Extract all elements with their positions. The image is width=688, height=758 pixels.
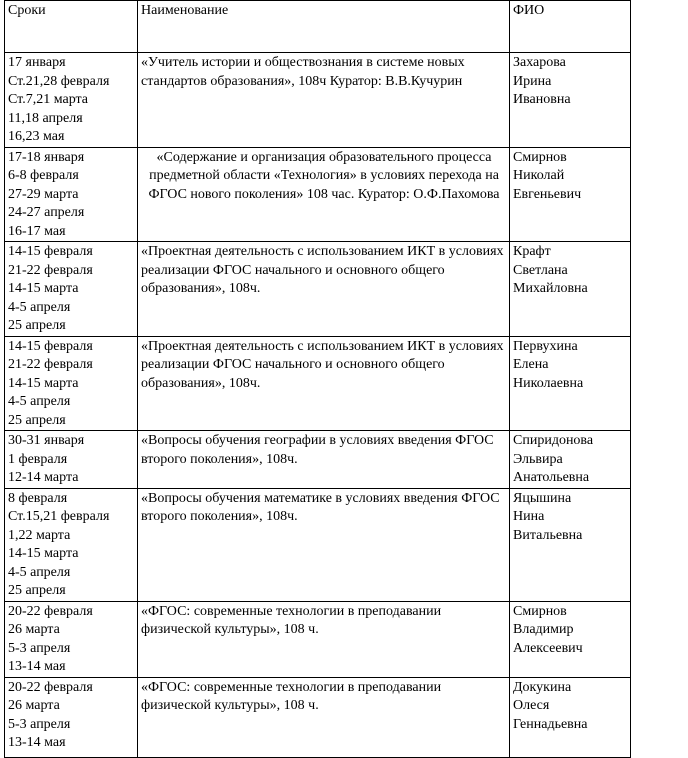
date-line: 17-18 января xyxy=(8,149,85,165)
table-row xyxy=(5,336,631,431)
date-line: 1,22 марта xyxy=(8,527,71,543)
person-name-line: Ивановна xyxy=(513,92,571,107)
dates-cell xyxy=(5,336,138,431)
date-line: 14-15 марта xyxy=(8,546,79,561)
course-name-cell xyxy=(138,242,510,337)
person-name-line: Захарова xyxy=(513,55,566,70)
person-name-line: Анатольевна xyxy=(513,470,590,485)
person-name-line: Спиридонова xyxy=(513,433,594,448)
date-line: 26 марта xyxy=(8,698,60,713)
person-name-cell xyxy=(510,488,631,601)
person-name-line: Светлана xyxy=(513,262,568,278)
date-line: 25 апреля xyxy=(8,583,66,598)
table-row xyxy=(5,677,631,757)
table-body xyxy=(5,1,631,758)
person-name-line: Яцышина xyxy=(513,490,572,506)
date-line: 1 февраля xyxy=(8,451,68,467)
date-line: 13-14 мая xyxy=(8,659,66,674)
dates-cell xyxy=(5,488,138,601)
date-line: 25 апреля xyxy=(8,318,66,333)
dates-cell xyxy=(5,53,138,148)
course-name-cell xyxy=(138,601,510,677)
course-name: «Вопросы обучения географии в условиях введения ФГОС второго поколения», 108ч. xyxy=(141,433,494,467)
person-name-line: Владимир xyxy=(513,622,574,637)
person-name-cell xyxy=(510,242,631,337)
date-line: 5-3 апреля xyxy=(8,640,71,656)
person-name-line: Олеся xyxy=(513,698,550,713)
person-name-line: Алексеевич xyxy=(513,640,583,656)
date-line: 24-27 апреля xyxy=(8,205,85,220)
date-line: 11,18 апреля xyxy=(8,110,83,126)
table-row xyxy=(5,601,631,677)
table-row xyxy=(5,431,631,489)
date-line: 14-15 марта xyxy=(8,281,79,296)
dates-cell xyxy=(5,431,138,489)
person-name-cell xyxy=(510,147,631,242)
person-name-line: Витальевна xyxy=(513,527,583,543)
table-row xyxy=(5,147,631,242)
course-name: «Содержание и организация образовательного процесса предметной области «Технология» в условиях перехода на ФГОС нового поколения» 108 час. Куратор: О.Ф.Пахомова xyxy=(148,149,500,202)
course-name: «ФГОС: современные технологии в преподавании физической культуры», 108 ч. xyxy=(141,679,442,713)
date-line: 21-22 февраля xyxy=(8,262,93,278)
date-line: Ст.15,21 февраля xyxy=(8,509,110,524)
date-line: 20-22 февраля xyxy=(8,679,93,695)
person-name-line: Николаевна xyxy=(513,375,584,391)
course-name-cell xyxy=(138,336,510,431)
person-name-line: Евгеньевич xyxy=(513,186,582,202)
table-row xyxy=(5,488,631,601)
person-name-line: Николай xyxy=(513,168,565,183)
name-column-header: Наименование xyxy=(138,1,510,53)
date-line: 20-22 февраля xyxy=(8,603,93,619)
date-line: 4-5 апреля xyxy=(8,564,71,580)
date-line: 5-3 апреля xyxy=(8,716,71,732)
table-row xyxy=(5,242,631,337)
course-name: «ФГОС: современные технологии в преподавании физической культуры», 108 ч. xyxy=(141,603,442,637)
person-column-header: ФИО xyxy=(510,1,631,53)
person-name-cell xyxy=(510,53,631,148)
date-line: 16-17 мая xyxy=(8,223,66,239)
date-line: 21-22 февраля xyxy=(8,357,93,372)
dates-cell xyxy=(5,601,138,677)
course-name-cell xyxy=(138,53,510,148)
date-line: 4-5 апреля xyxy=(8,394,71,409)
person-name-line: Крафт xyxy=(513,244,551,259)
person-name-line: Смирнов xyxy=(513,149,567,165)
person-name-line: Ирина xyxy=(513,73,552,89)
course-name: «Вопросы обучения математике в условиях введения ФГОС второго поколения», 108ч. xyxy=(141,490,500,524)
date-line: Ст.21,28 февраля xyxy=(8,73,110,89)
person-name-cell xyxy=(510,601,631,677)
date-line: 25 апреля xyxy=(8,412,66,428)
course-name-cell xyxy=(138,431,510,489)
person-name-line: Геннадьевна xyxy=(513,716,588,732)
date-line: 27-29 марта xyxy=(8,186,79,202)
date-line: 12-14 марта xyxy=(8,470,79,485)
date-line: 16,23 мая xyxy=(8,129,65,144)
date-line: 14-15 февраля xyxy=(8,338,93,354)
course-name: «Проектная деятельность с использованием ИКТ в условиях реализации ФГОС начального и основного общего образования», 108ч. xyxy=(141,338,504,391)
date-line: 6-8 февраля xyxy=(8,168,79,183)
dates-cell xyxy=(5,677,138,757)
course-name-cell xyxy=(138,488,510,601)
date-line: Ст.7,21 марта xyxy=(8,92,89,107)
person-name-cell xyxy=(510,431,631,489)
table-row xyxy=(5,53,631,148)
person-name-line: Михайловна xyxy=(513,281,588,296)
person-name-line: Елена xyxy=(513,357,549,372)
course-name-cell xyxy=(138,677,510,757)
date-line: 13-14 мая xyxy=(8,735,66,750)
date-line: 17 января xyxy=(8,55,66,70)
course-name: «Учитель истории и обществознания в системе новых стандартов образования», 108ч Куратор: В.В.Кучурин xyxy=(141,55,465,89)
date-line: 14-15 февраля xyxy=(8,244,93,259)
course-name: «Проектная деятельность с использованием ИКТ в условиях реализации ФГОС начального и основного общего образования», 108ч. xyxy=(141,244,504,296)
date-line: 4-5 апреля xyxy=(8,299,71,315)
course-schedule-table xyxy=(4,0,631,758)
person-name-line: Смирнов xyxy=(513,603,567,619)
person-name-cell xyxy=(510,336,631,431)
person-name-line: Первухина xyxy=(513,338,578,354)
date-line: 14-15 марта xyxy=(8,375,79,391)
course-name-cell xyxy=(138,147,510,242)
header-row xyxy=(5,1,631,53)
date-line: 8 февраля xyxy=(8,490,68,506)
dates-cell xyxy=(5,242,138,337)
person-name-line: Эльвира xyxy=(513,451,563,467)
date-line: 26 марта xyxy=(8,622,60,637)
dates-cell xyxy=(5,147,138,242)
date-line: 30-31 января xyxy=(8,433,85,448)
person-name-cell xyxy=(510,677,631,757)
person-name-line: Нина xyxy=(513,509,545,524)
dates-column-header: Сроки xyxy=(5,1,138,53)
person-name-line: Докукина xyxy=(513,679,572,695)
